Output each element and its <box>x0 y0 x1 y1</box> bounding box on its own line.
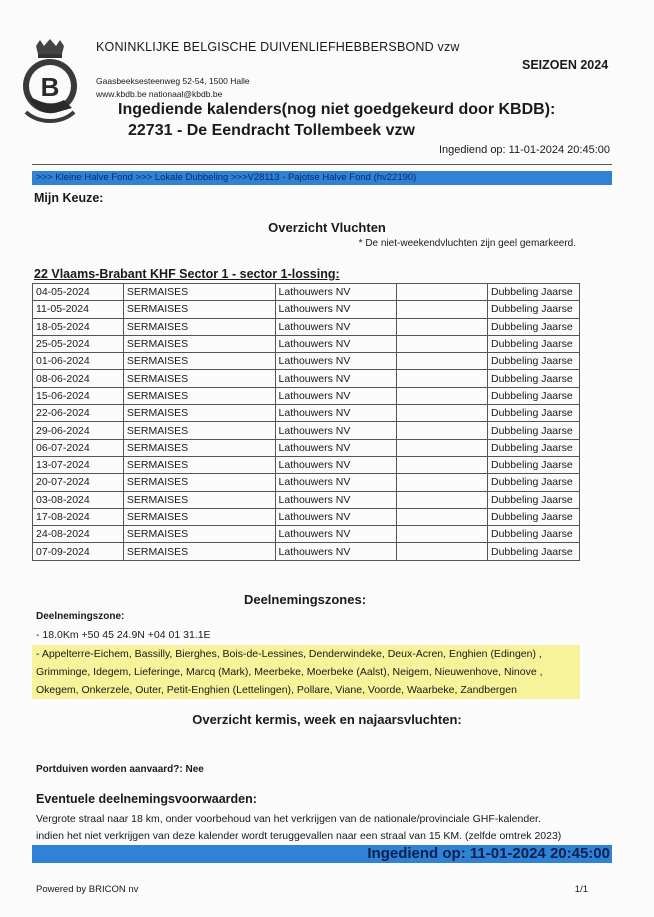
cell-extra <box>397 422 488 439</box>
table-row <box>33 335 580 352</box>
cell-place: SERMAISES <box>123 543 275 560</box>
cell-date: 25-05-2024 <box>33 335 124 352</box>
cell-place: SERMAISES <box>123 422 275 439</box>
table-row <box>33 422 580 439</box>
cell-extra <box>397 284 488 301</box>
cell-date: 07-09-2024 <box>33 543 124 560</box>
cell-extra <box>397 370 488 387</box>
cell-type: Dubbeling Jaarse <box>488 301 580 318</box>
submitted-date: Ingediend op: 11-01-2024 20:45:00 <box>438 144 610 156</box>
cell-date: 18-05-2024 <box>33 318 124 335</box>
cell-extra <box>397 508 488 525</box>
cell-transporter: Lathouwers NV <box>275 456 397 473</box>
cell-transporter: Lathouwers NV <box>275 508 397 525</box>
cell-place: SERMAISES <box>123 318 275 335</box>
sector-title: 22 Vlaams-Brabant KHF Sector 1 - sector 1-lossing: <box>34 267 340 281</box>
table-row <box>33 526 580 543</box>
table-row <box>33 456 580 473</box>
table-row <box>33 508 580 525</box>
cell-place: SERMAISES <box>123 491 275 508</box>
cell-date: 03-08-2024 <box>33 491 124 508</box>
cell-extra <box>397 474 488 491</box>
cell-extra <box>397 526 488 543</box>
divider <box>32 164 612 165</box>
cell-transporter: Lathouwers NV <box>275 474 397 491</box>
cell-type: Dubbeling Jaarse <box>488 318 580 335</box>
cell-date: 06-07-2024 <box>33 439 124 456</box>
conditions-title: Eventuele deelnemingsvoorwaarden: <box>36 792 257 806</box>
cell-transporter: Lathouwers NV <box>275 422 397 439</box>
mijn-keuze-label: Mijn Keuze: <box>34 191 104 205</box>
cell-extra <box>397 456 488 473</box>
cell-type: Dubbeling Jaarse <box>488 284 580 301</box>
cell-extra <box>397 318 488 335</box>
address: Gaasbeeksesteenweg 52-54, 1500 Halle <box>96 76 250 86</box>
breadcrumb: >>> Kleine Halve Fond >>> Lokale Dubbeling >>>V28113 - Pajotse Halve Fond (hv22190) <box>32 171 612 185</box>
table-row <box>33 353 580 370</box>
cell-type: Dubbeling Jaarse <box>488 456 580 473</box>
web-contact: www.kbdb.be nationaal@kbdb.be <box>96 89 223 99</box>
cell-type: Dubbeling Jaarse <box>488 387 580 404</box>
page-title: Ingediende kalenders(nog niet goedgekeurd door KBDB): <box>118 101 556 118</box>
cell-place: SERMAISES <box>123 439 275 456</box>
cell-place: SERMAISES <box>123 526 275 543</box>
submitted-bar-text: Ingediend op: 11-01-2024 20:45:00 <box>367 845 610 862</box>
cell-extra <box>397 543 488 560</box>
cell-place: SERMAISES <box>123 474 275 491</box>
zone-label: Deelnemingszone: <box>36 611 125 622</box>
cell-date: 13-07-2024 <box>33 456 124 473</box>
cell-place: SERMAISES <box>123 301 275 318</box>
cell-date: 22-06-2024 <box>33 405 124 422</box>
cell-extra <box>397 301 488 318</box>
overview-note: * De niet-weekendvluchten zijn geel gemarkeerd. <box>358 238 576 249</box>
cell-transporter: Lathouwers NV <box>275 543 397 560</box>
cell-transporter: Lathouwers NV <box>275 370 397 387</box>
cell-place: SERMAISES <box>123 456 275 473</box>
conditions-line-2: indien het niet verkrijgen van deze kalender wordt teruggevallen naar een straal van 15 KM. (zelfde omtrek 2023) <box>36 830 562 842</box>
cell-type: Dubbeling Jaarse <box>488 439 580 456</box>
cell-type: Dubbeling Jaarse <box>488 543 580 560</box>
zone-coords: - 18.0Km +50 45 24.9N +04 01 31.1E <box>36 629 211 641</box>
cell-place: SERMAISES <box>123 508 275 525</box>
cell-place: SERMAISES <box>123 284 275 301</box>
cell-date: 11-05-2024 <box>33 301 124 318</box>
zone-list: - Appelterre-Eichem, Bassilly, Bierghes, Bois-de-Lessines, Denderwindeke, Deux-Acren, Enghien (Edingen) , Grimminge, Idegem, Lieferinge, Marcq (Mark), Meerbeke, Moerbeke (Aalst), Neigem, Nieuwenhove, Ninove , Okegem, Onkerzele, Outer, Petit-Enghien (Lettelingen), Pollare, Viane, Voorde, Waarbeke, Zandbergen <box>32 645 580 699</box>
cell-type: Dubbeling Jaarse <box>488 508 580 525</box>
table-row <box>33 318 580 335</box>
cell-transporter: Lathouwers NV <box>275 301 397 318</box>
cell-type: Dubbeling Jaarse <box>488 370 580 387</box>
cell-type: Dubbeling Jaarse <box>488 526 580 543</box>
overview-title: Overzicht Vluchten <box>268 220 386 235</box>
conditions-text <box>36 811 616 845</box>
page-number: 1/1 <box>574 884 588 895</box>
kermis-title: Overzicht kermis, week en najaarsvluchten: <box>192 712 462 727</box>
cell-date: 08-06-2024 <box>33 370 124 387</box>
cell-type: Dubbeling Jaarse <box>488 474 580 491</box>
cell-extra <box>397 387 488 404</box>
cell-extra <box>397 405 488 422</box>
table-row <box>33 474 580 491</box>
powered-by: Powered by BRICON nv <box>36 884 139 895</box>
cell-extra <box>397 335 488 352</box>
cell-transporter: Lathouwers NV <box>275 405 397 422</box>
cell-transporter: Lathouwers NV <box>275 387 397 404</box>
zones-title: Deelnemingszones: <box>243 592 367 607</box>
cell-date: 17-08-2024 <box>33 508 124 525</box>
cell-extra <box>397 353 488 370</box>
cell-date: 29-06-2024 <box>33 422 124 439</box>
table-row <box>33 491 580 508</box>
cell-extra <box>397 439 488 456</box>
conditions-line-1: Vergrote straal naar 18 km, onder voorbehoud van het verkrijgen van de nationale/provinciale GHF-kalender. <box>36 813 541 825</box>
cell-date: 04-05-2024 <box>33 284 124 301</box>
cell-place: SERMAISES <box>123 405 275 422</box>
table-row <box>33 301 580 318</box>
cell-place: SERMAISES <box>123 370 275 387</box>
table-row <box>33 405 580 422</box>
portduiven-label: Portduiven worden aanvaard?: Nee <box>36 764 204 775</box>
cell-transporter: Lathouwers NV <box>275 318 397 335</box>
cell-extra <box>397 491 488 508</box>
cell-transporter: Lathouwers NV <box>275 353 397 370</box>
season-label: SEIZOEN 2024 <box>522 58 609 72</box>
cell-date: 15-06-2024 <box>33 387 124 404</box>
cell-transporter: Lathouwers NV <box>275 284 397 301</box>
cell-place: SERMAISES <box>123 335 275 352</box>
table-row <box>33 387 580 404</box>
cell-type: Dubbeling Jaarse <box>488 422 580 439</box>
cell-transporter: Lathouwers NV <box>275 335 397 352</box>
club-title: 22731 - De Eendracht Tollembeek vzw <box>128 122 415 139</box>
cell-place: SERMAISES <box>123 353 275 370</box>
org-name: KONINKLIJKE BELGISCHE DUIVENLIEFHEBBERSBOND vzw <box>96 40 460 54</box>
cell-type: Dubbeling Jaarse <box>488 491 580 508</box>
cell-type: Dubbeling Jaarse <box>488 335 580 352</box>
logo-letter: B <box>40 72 60 102</box>
cell-transporter: Lathouwers NV <box>275 439 397 456</box>
table-row <box>33 284 580 301</box>
cell-type: Dubbeling Jaarse <box>488 405 580 422</box>
cell-date: 24-08-2024 <box>33 526 124 543</box>
table-row <box>33 370 580 387</box>
cell-type: Dubbeling Jaarse <box>488 353 580 370</box>
table-row <box>33 439 580 456</box>
cell-place: SERMAISES <box>123 387 275 404</box>
cell-transporter: Lathouwers NV <box>275 491 397 508</box>
cell-date: 01-06-2024 <box>33 353 124 370</box>
cell-transporter: Lathouwers NV <box>275 526 397 543</box>
cell-date: 20-07-2024 <box>33 474 124 491</box>
kbdb-logo-icon <box>18 38 82 130</box>
flights-table <box>32 283 580 561</box>
table-row <box>33 543 580 560</box>
